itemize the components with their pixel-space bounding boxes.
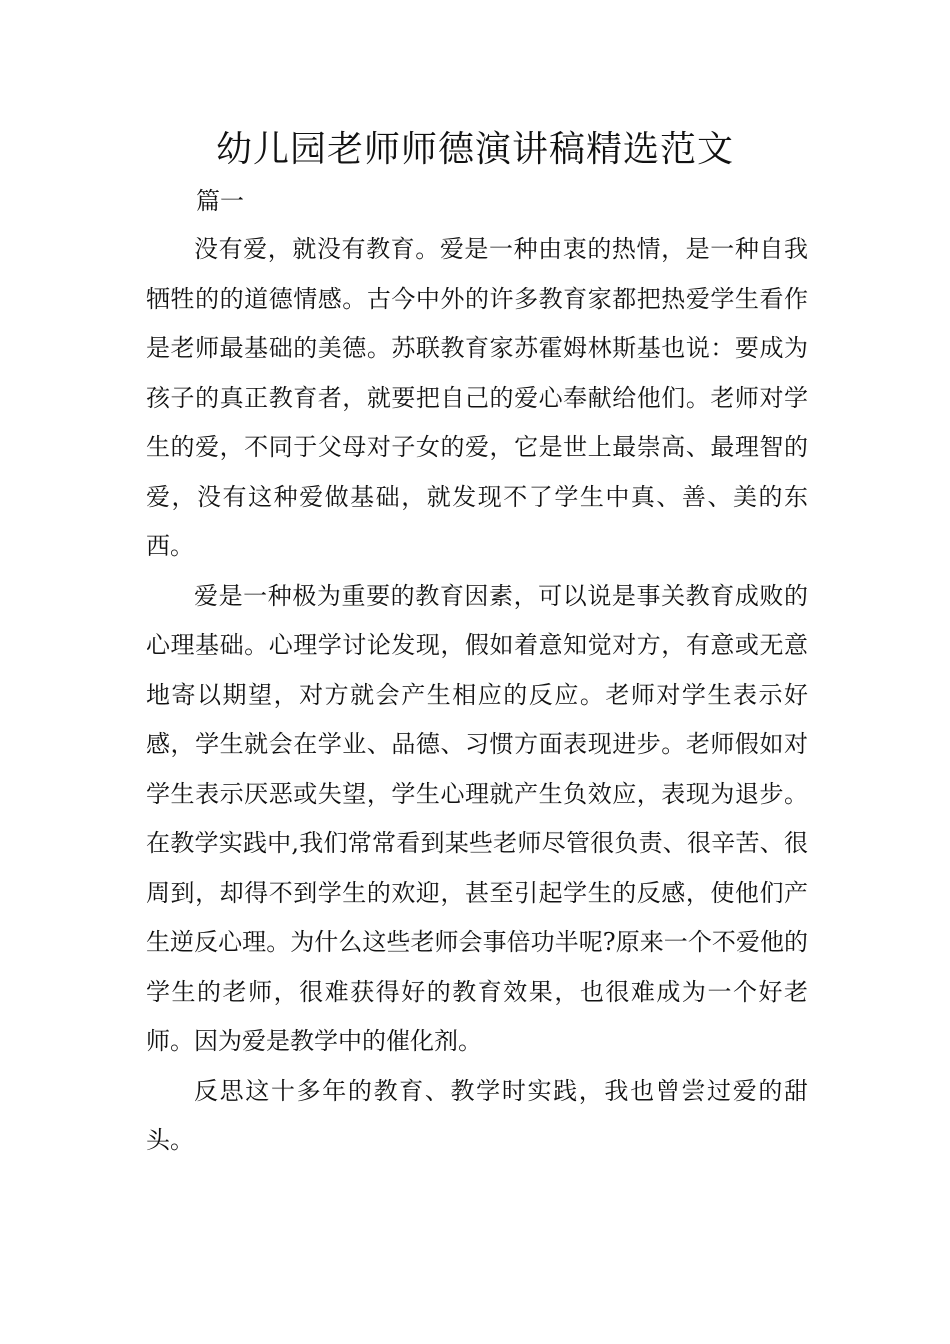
document-body — [146, 177, 808, 1166]
paragraph-1: 没有爱，就没有教育。爱是一种由衷的热情，是一种自我牺牲的的道德情感。古今中外的许多教育家都把热爱学生看作是老师最基础的美德。苏联教育家苏霍姆林斯基也说：要成为孩子的真正教育者，就要把自己的爱心奉献给他们。老师对学生的爱，不同于父母对子女的爱，它是世上最崇高、最理智的爱，没有这种爱做基础，就发现不了学生中真、善、美的东西。 — [146, 235, 808, 560]
paragraph-2: 爱是一种极为重要的教育因素，可以说是事关教育成败的心理基础。心理学讨论发现，假如着意知觉对方，有意或无意地寄以期望，对方就会产生相应的反应。老师对学生表示好感，学生就会在学业、品德、习惯方面表现进步。老师假如对学生表示厌恶或失望，学生心理就产生负效应，表现为退步。在教学实践中,我们常常看到某些老师尽管很负责、很辛苦、很周到，却得不到学生的欢迎，甚至引起学生的反感，使他们产生逆反心理。为什么这些老师会事倍功半呢?原来一个不爱他的学生的老师，很难获得好的教育效果，也很难成为一个好老师。因为爱是教学中的催化剂。 — [146, 581, 808, 1055]
paragraph-3: 反思这十多年的教育、教学时实践，我也曾尝过爱的甜头。 — [146, 1076, 808, 1154]
document-title: 幼儿园老师师德演讲稿精选范文 — [215, 129, 734, 170]
section-label: 篇一 — [196, 187, 244, 215]
